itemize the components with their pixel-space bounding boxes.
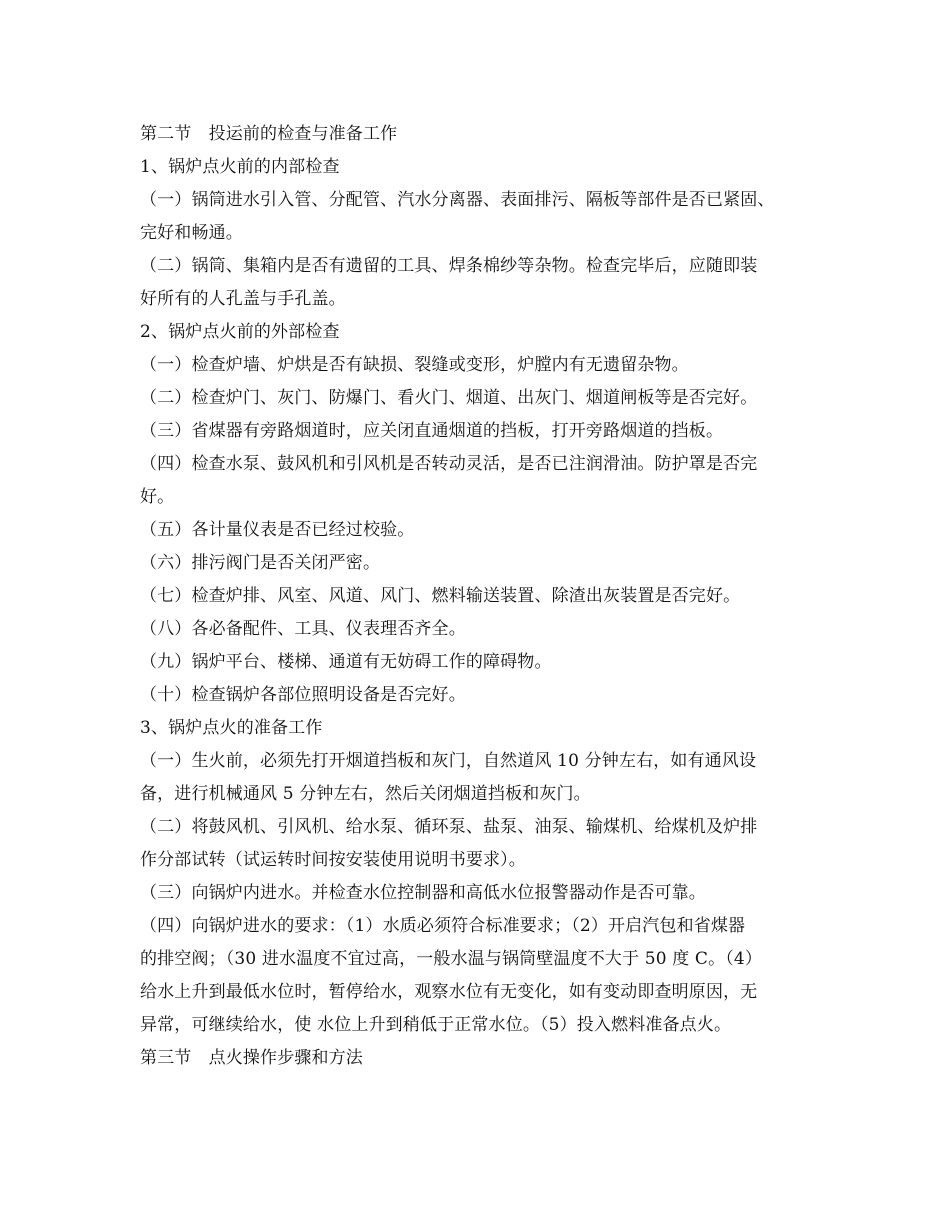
paragraph-line: （三）向锅炉内进水。并检查水位控制器和高低水位报警器动作是否可靠。 [140,883,706,903]
paragraph-line: （六）排污阀门是否关闭严密。 [140,553,381,573]
paragraph-line: （一）检查炉墙、炉烘是否有缺损、裂缝或变形，炉膛内有无遗留杂物。 [140,355,689,375]
paragraph-line: （二）将鼓风机、引风机、给水泵、循环泵、盐泵、油泵、输煤机、给煤机及炉排 [140,817,758,837]
paragraph-line: 的排空阀；（30 进水温度不宜过高，一般水温与锅筒壁温度不大于 50 度 C。（4） [140,949,763,969]
paragraph-line: 作分部试转（试运转时间按安装使用说明书要求）。 [140,850,526,870]
paragraph-line: （四）向锅炉进水的要求：（1）水质必须符合标准要求；（2）开启汽包和省煤器 [140,916,746,936]
section-heading: 第三节 点火操作步骤和方法 [140,1048,363,1068]
section-heading: 第二节 投运前的检查与准备工作 [140,124,398,144]
paragraph-line: （二）检查炉门、灰门、防爆门、看火门、烟道、出灰门、烟道闸板等是否完好。 [140,388,758,408]
paragraph-line: 完好和畅通。 [140,223,243,243]
document-body [140,118,820,1075]
paragraph-line: 好。 [140,487,175,507]
paragraph-line: 异常，可继续给水，使 水位上升到稍低于正常水位。（5）投入燃料准备点火。 [140,1015,732,1035]
paragraph-line: 好所有的人孔盖与手孔盖。 [140,289,346,309]
paragraph-line: （九）锅炉平台、楼梯、通道有无妨碍工作的障碍物。 [140,652,552,672]
paragraph-line: （八）各必备配件、工具、仪表理否齐全。 [140,619,466,639]
paragraph-line: （一）生火前，必须先打开烟道挡板和灰门，自然道风 10 分钟左右，如有通风设 [140,751,757,771]
subsection-heading: 2、锅炉点火前的外部检查 [140,322,340,342]
subsection-heading: 1、锅炉点火前的内部检查 [140,157,340,177]
paragraph-line: （二）锅筒、集箱内是否有遗留的工具、焊条棉纱等杂物。检查完毕后，应随即装 [140,256,758,276]
paragraph-line: （十）检查锅炉各部位照明设备是否完好。 [140,685,466,705]
paragraph-line: 备，进行机械通风 5 分钟左右，然后关闭烟道挡板和灰门。 [140,784,591,804]
paragraph-line: （七）检查炉排、风室、风道、风门、燃料输送装置、除渣出灰装置是否完好。 [140,586,741,606]
paragraph-line: 给水上升到最低水位时，暂停给水，观察水位有无变化，如有变动即查明原因，无 [140,982,758,1002]
paragraph-line: （一）锅筒进水引入管、分配管、汽水分离器、表面排污、隔板等部件是否已紧固、 [140,190,775,210]
subsection-heading: 3、锅炉点火的准备工作 [140,718,323,738]
paragraph-line: （三）省煤器有旁路烟道时，应关闭直通烟道的挡板，打开旁路烟道的挡板。 [140,421,724,441]
paragraph-line: （四）检查水泵、鼓风机和引风机是否转动灵活，是否已注润滑油。防护罩是否完 [140,454,758,474]
paragraph-line: （五）各计量仪表是否已经过校验。 [140,520,415,540]
